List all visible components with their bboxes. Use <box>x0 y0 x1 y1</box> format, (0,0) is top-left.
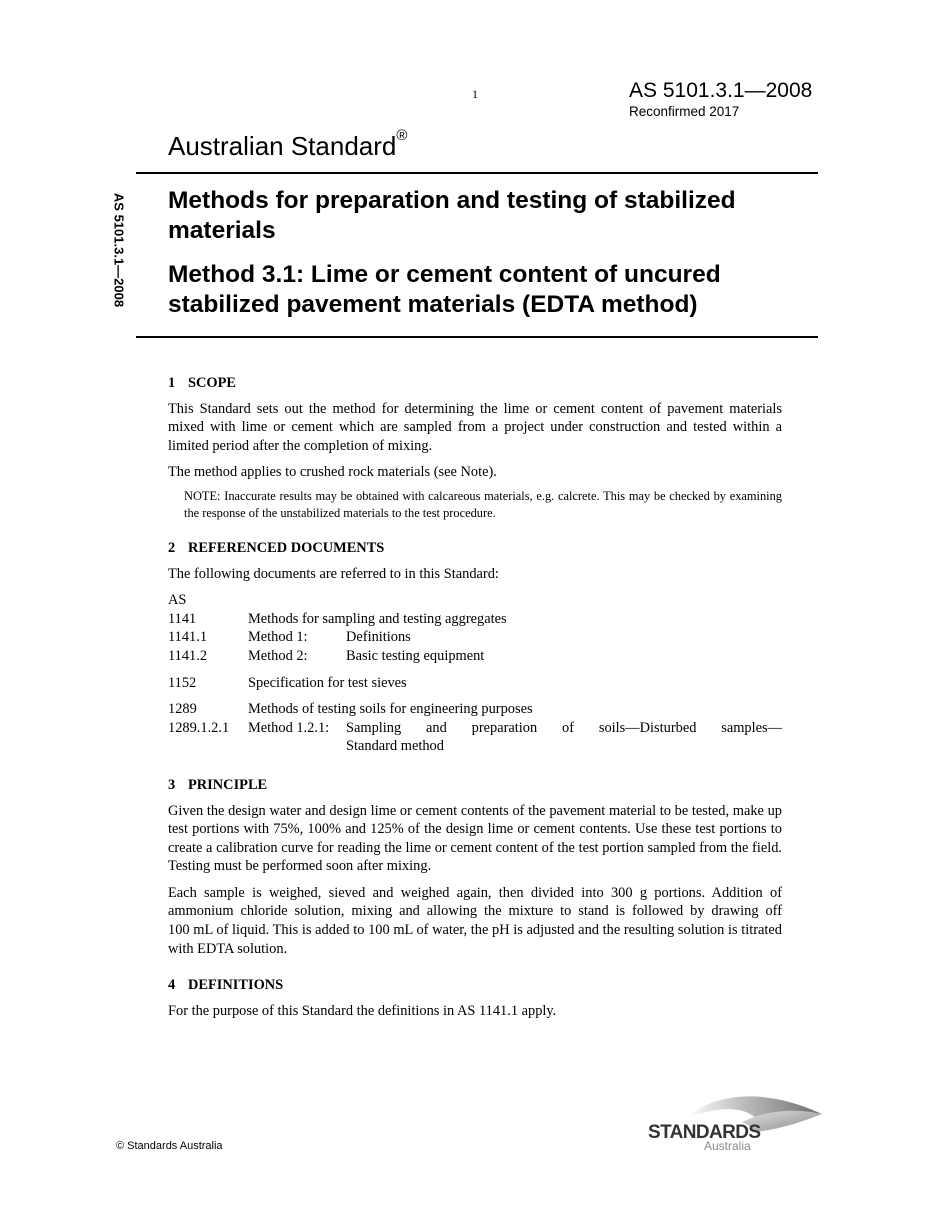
page-number: 1 <box>472 87 478 101</box>
section-title: SCOPE <box>188 375 236 391</box>
reference-row <box>168 719 782 756</box>
side-standard-code: AS 5101.3.1—2008 <box>111 192 127 308</box>
reference-spacer <box>168 666 782 674</box>
section-number: 4 <box>168 977 176 994</box>
reconfirmed-year: Reconfirmed 2017 <box>629 104 740 119</box>
reference-code: 1289.1.2.1 <box>168 719 230 736</box>
standard-code: AS 5101.3.1—2008 <box>629 79 813 102</box>
paragraph: The following documents are referred to in this Standard: <box>168 565 499 582</box>
reference-prefix: AS <box>168 592 187 609</box>
section-number: 1 <box>168 375 176 391</box>
brand-name: Australian Standard <box>168 131 397 161</box>
section-number: 2 <box>168 539 176 556</box>
note: NOTE: Inaccurate results may be obtained with calcareous materials, e.g. calcrete. This may be checked by examining the response of the unstabilized materials to the test procedure. <box>184 488 782 521</box>
section-heading <box>168 976 782 995</box>
reference-title <box>346 719 782 756</box>
document-title <box>168 186 798 320</box>
reference-code: 1141.1 <box>168 629 208 646</box>
reference-row <box>168 674 782 693</box>
reference-method: Method 1.2.1: <box>248 719 330 736</box>
section-title: REFERENCED DOCUMENTS <box>188 539 385 556</box>
section-heading <box>168 374 782 393</box>
reference-row <box>168 610 782 629</box>
paragraph: This Standard sets out the method for determining the lime or cement content of pavement materials mixed with lime or cement which are sampled from a project under construction and tested within a limited period after the completion of mixing. <box>168 400 782 454</box>
paragraph: The method applies to crushed rock materials (see Note). <box>168 464 497 481</box>
copyright-notice: © Standards Australia <box>116 1140 223 1152</box>
section-title: PRINCIPLE <box>188 776 268 793</box>
logo-sub-text: Australia <box>704 1139 751 1153</box>
reference-title: Basic testing equipment <box>346 647 485 664</box>
section-heading <box>168 539 782 558</box>
section-scope <box>168 374 782 523</box>
reference-code: 1141.2 <box>168 647 208 664</box>
reference-title: Methods for sampling and testing aggregates <box>248 610 507 627</box>
reference-code: 1141 <box>168 610 197 627</box>
reference-code: 1289 <box>168 701 197 718</box>
paragraph: For the purpose of this Standard the definitions in AS 1141.1 apply. <box>168 1002 557 1019</box>
reference-row <box>168 700 782 719</box>
registered-mark: ® <box>396 127 408 144</box>
method-title: Method 3.1: Lime or cement content of uncured stabilized pavement materials (EDTA method) <box>168 261 721 318</box>
standards-australia-logo <box>646 1088 824 1154</box>
paragraph: Given the design water and design lime or cement contents of the pavement material to be tested, make up test portions with 75%, 100% and 125% of the design lime or cement contents. Use these test portions to create a calibration curve for reading the lime or cement content of the test portion sampled from the field. Testing must be performed soon after mixing. <box>168 802 782 875</box>
document-body <box>168 374 782 1028</box>
main-title: Methods for preparation and testing of stabilized materials <box>168 187 736 244</box>
paragraph: Each sample is weighed, sieved and weighed again, then divided into 300 g portions. Addition of ammonium chloride solution, mixing and allowing the mixture to stand is followed by drawing off 100 mL of liquid. This is added to 100 mL of water, the pH is adjusted and the resulting solution is titrated with EDTA solution. <box>168 884 782 957</box>
header-rule-top <box>136 172 818 174</box>
section-heading <box>168 776 782 795</box>
header-rule-bottom <box>136 336 818 338</box>
section-title: DEFINITIONS <box>188 977 284 994</box>
reference-row <box>168 591 782 610</box>
reference-spacer <box>168 692 782 700</box>
section-definitions <box>168 976 782 1020</box>
section-referenced-documents <box>168 539 782 756</box>
brand-title <box>168 127 408 162</box>
reference-title-line: Standard method <box>346 738 444 755</box>
logo-main-text: STANDARDS <box>648 1122 761 1143</box>
reference-row <box>168 628 782 647</box>
reference-code: 1152 <box>168 674 197 691</box>
section-number: 3 <box>168 776 176 793</box>
reference-title-line: Sampling and preparation of soils—Disturbed samples— <box>346 719 782 736</box>
reference-title: Definitions <box>346 629 411 646</box>
reference-row <box>168 647 782 666</box>
reference-method: Method 2: <box>248 647 308 664</box>
reference-title: Methods of testing soils for engineering purposes <box>248 701 533 718</box>
references-table <box>168 591 782 756</box>
section-principle <box>168 776 782 958</box>
reference-title: Specification for test sieves <box>248 674 407 691</box>
reference-method: Method 1: <box>248 629 308 646</box>
